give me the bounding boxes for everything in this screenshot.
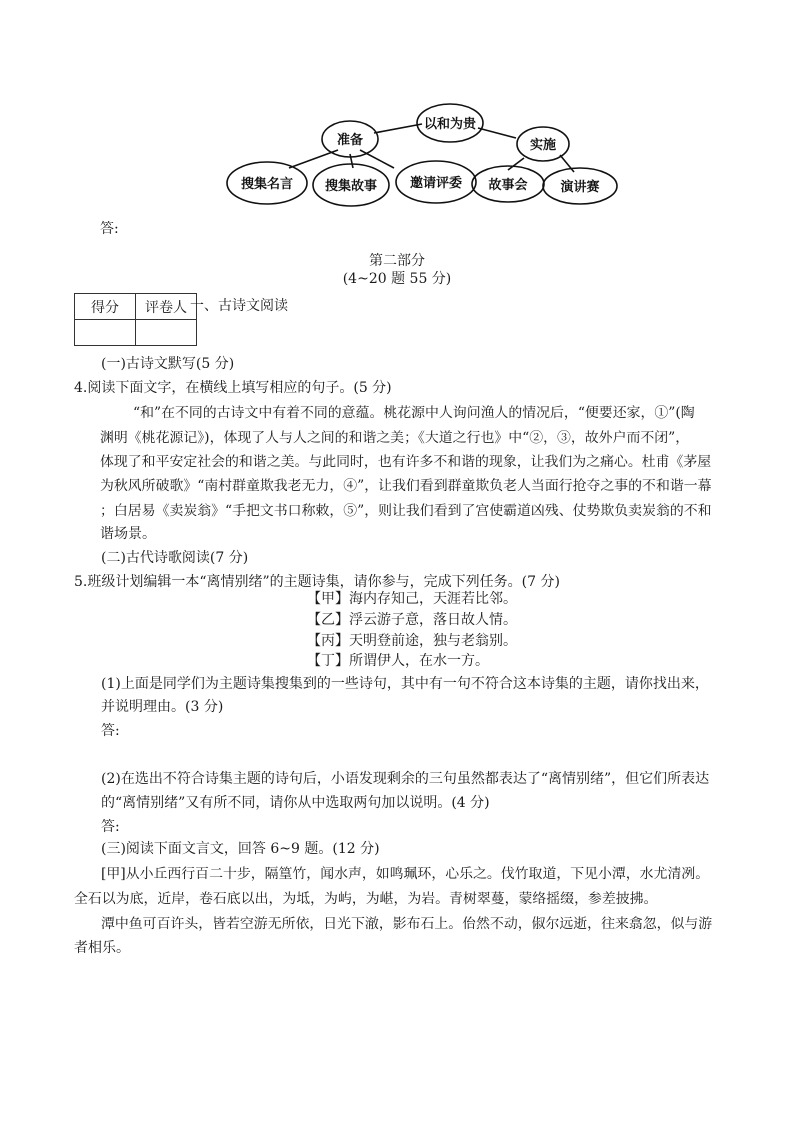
section-heading: 一、古诗文阅读: [190, 298, 288, 314]
task2-line-2: 的“离情别绪”又有所不同，请你从中选取两句加以说明。(4 分): [101, 795, 490, 811]
poem-yi: 【乙】浮云游子意，落日故人情。: [307, 612, 517, 628]
node-speech-label: 演讲赛: [560, 180, 600, 195]
node-storymeet-label: 故事会: [488, 178, 528, 193]
passage-p1-line-2: 全石以为底，近岸，卷石底以出，为坻，为屿，为嵁，为岩。青树翠蔓，蒙络摇缀，参差披拂。: [74, 891, 658, 907]
q4-line-3: 体现了和平安定社会的和谐之美。与此同时，也有许多不和谐的现象，让我们为之痛心。杜甫《茅屋: [100, 454, 712, 470]
connector-prepare-stories: [350, 154, 353, 168]
node-implement-label: 实施: [529, 138, 557, 153]
connector-implement-storymeet: [508, 158, 524, 170]
node-quotes-label: 搜集名言: [240, 177, 294, 192]
answer-label-task1: 答:: [101, 723, 120, 739]
passage-p1-line-1: [甲]从小丘西行百二十步，隔篁竹，闻水声，如鸣珮环，心乐之。伐竹取道，下见小潭，水尤清冽。: [101, 866, 710, 882]
passage-p2-line-2: 者相乐。: [74, 940, 130, 956]
grader-header: 评卷人: [136, 294, 197, 320]
answer-label: 答:: [100, 221, 119, 237]
connector-root-prepare: [374, 124, 422, 133]
passage-p2-line-1: 潭中鱼可百许头，皆若空游无所依，日光下澈，影布石上。佁然不动，俶尔远逝，往来翕忽，似与游: [101, 916, 713, 932]
node-judges-label: 邀请评委: [409, 176, 463, 191]
poem-ding: 【丁】所谓伊人，在水一方。: [307, 653, 489, 669]
task1-line-1: (1)上面是同学们为主题诗集搜集到的一些诗句，其中有一句不符合这本诗集的主题，请你找出来，: [101, 676, 709, 692]
subsection-3: (三)阅读下面文言文，回答 6~9 题。(12 分): [101, 841, 380, 857]
part-title: 第二部分: [369, 253, 425, 269]
subsection-2: (二)古代诗歌阅读(7 分): [101, 550, 249, 566]
q4-line-2: 渊明《桃花源记》)，体现了人与人之间的和谐之美；《大道之行也》中“②，③，故外户而不闭”，: [100, 430, 690, 446]
score-cell: [75, 320, 136, 346]
q4-line-5: ；白居易《卖炭翁》“手把文书口称敕，⑤”，则让我们看到了宫使霸道凶残、仗势欺负卖炭翁的不和: [100, 503, 712, 519]
q4-line-6: 谐场景。: [100, 526, 156, 542]
score-table: [74, 293, 197, 346]
node-root-label: 以和为贵: [423, 117, 477, 132]
poem-jia: 【甲】海内存知己，天涯若比邻。: [307, 591, 517, 607]
subsection-1: (一)古诗文默写(5 分): [101, 356, 235, 372]
node-stories-label: 搜集故事: [324, 179, 378, 194]
question-5-stem: 5.班级计划编辑一本“离情别绪”的主题诗集，请你参与，完成下列任务。(7 分): [74, 574, 560, 590]
answer-label-task2: 答:: [101, 819, 120, 835]
q4-line-1: “和”在不同的古诗文中有着不同的意蕴。桃花源中人询问渔人的情况后，“便要还家，①”(陶: [133, 405, 695, 421]
node-prepare-label: 准备: [336, 133, 364, 148]
q4-line-4: 为秋风所破歌》“南村群童欺我老无力，④”，让我们看到群童欺负老人当面行抢夺之事的不和谐一幕: [100, 478, 712, 494]
task1-line-2: 并说明理由。(3 分): [101, 699, 224, 715]
score-header: 得分: [75, 294, 136, 320]
question-4-stem: 4.阅读下面文字，在横线上填写相应的句子。(5 分): [74, 380, 392, 396]
part-range: (4~20 题 55 分): [342, 271, 452, 287]
task2-line-1: (2)在选出不符合诗集主题的诗句后，小语发现剩余的三句虽然都表达了“离情别绪”，但它们所表达: [101, 771, 710, 787]
grader-cell: [136, 320, 197, 346]
mind-map-diagram: [226, 100, 626, 210]
poem-bing: 【丙】天明登前途，独与老翁别。: [307, 633, 517, 649]
connector-root-implement: [478, 128, 516, 138]
